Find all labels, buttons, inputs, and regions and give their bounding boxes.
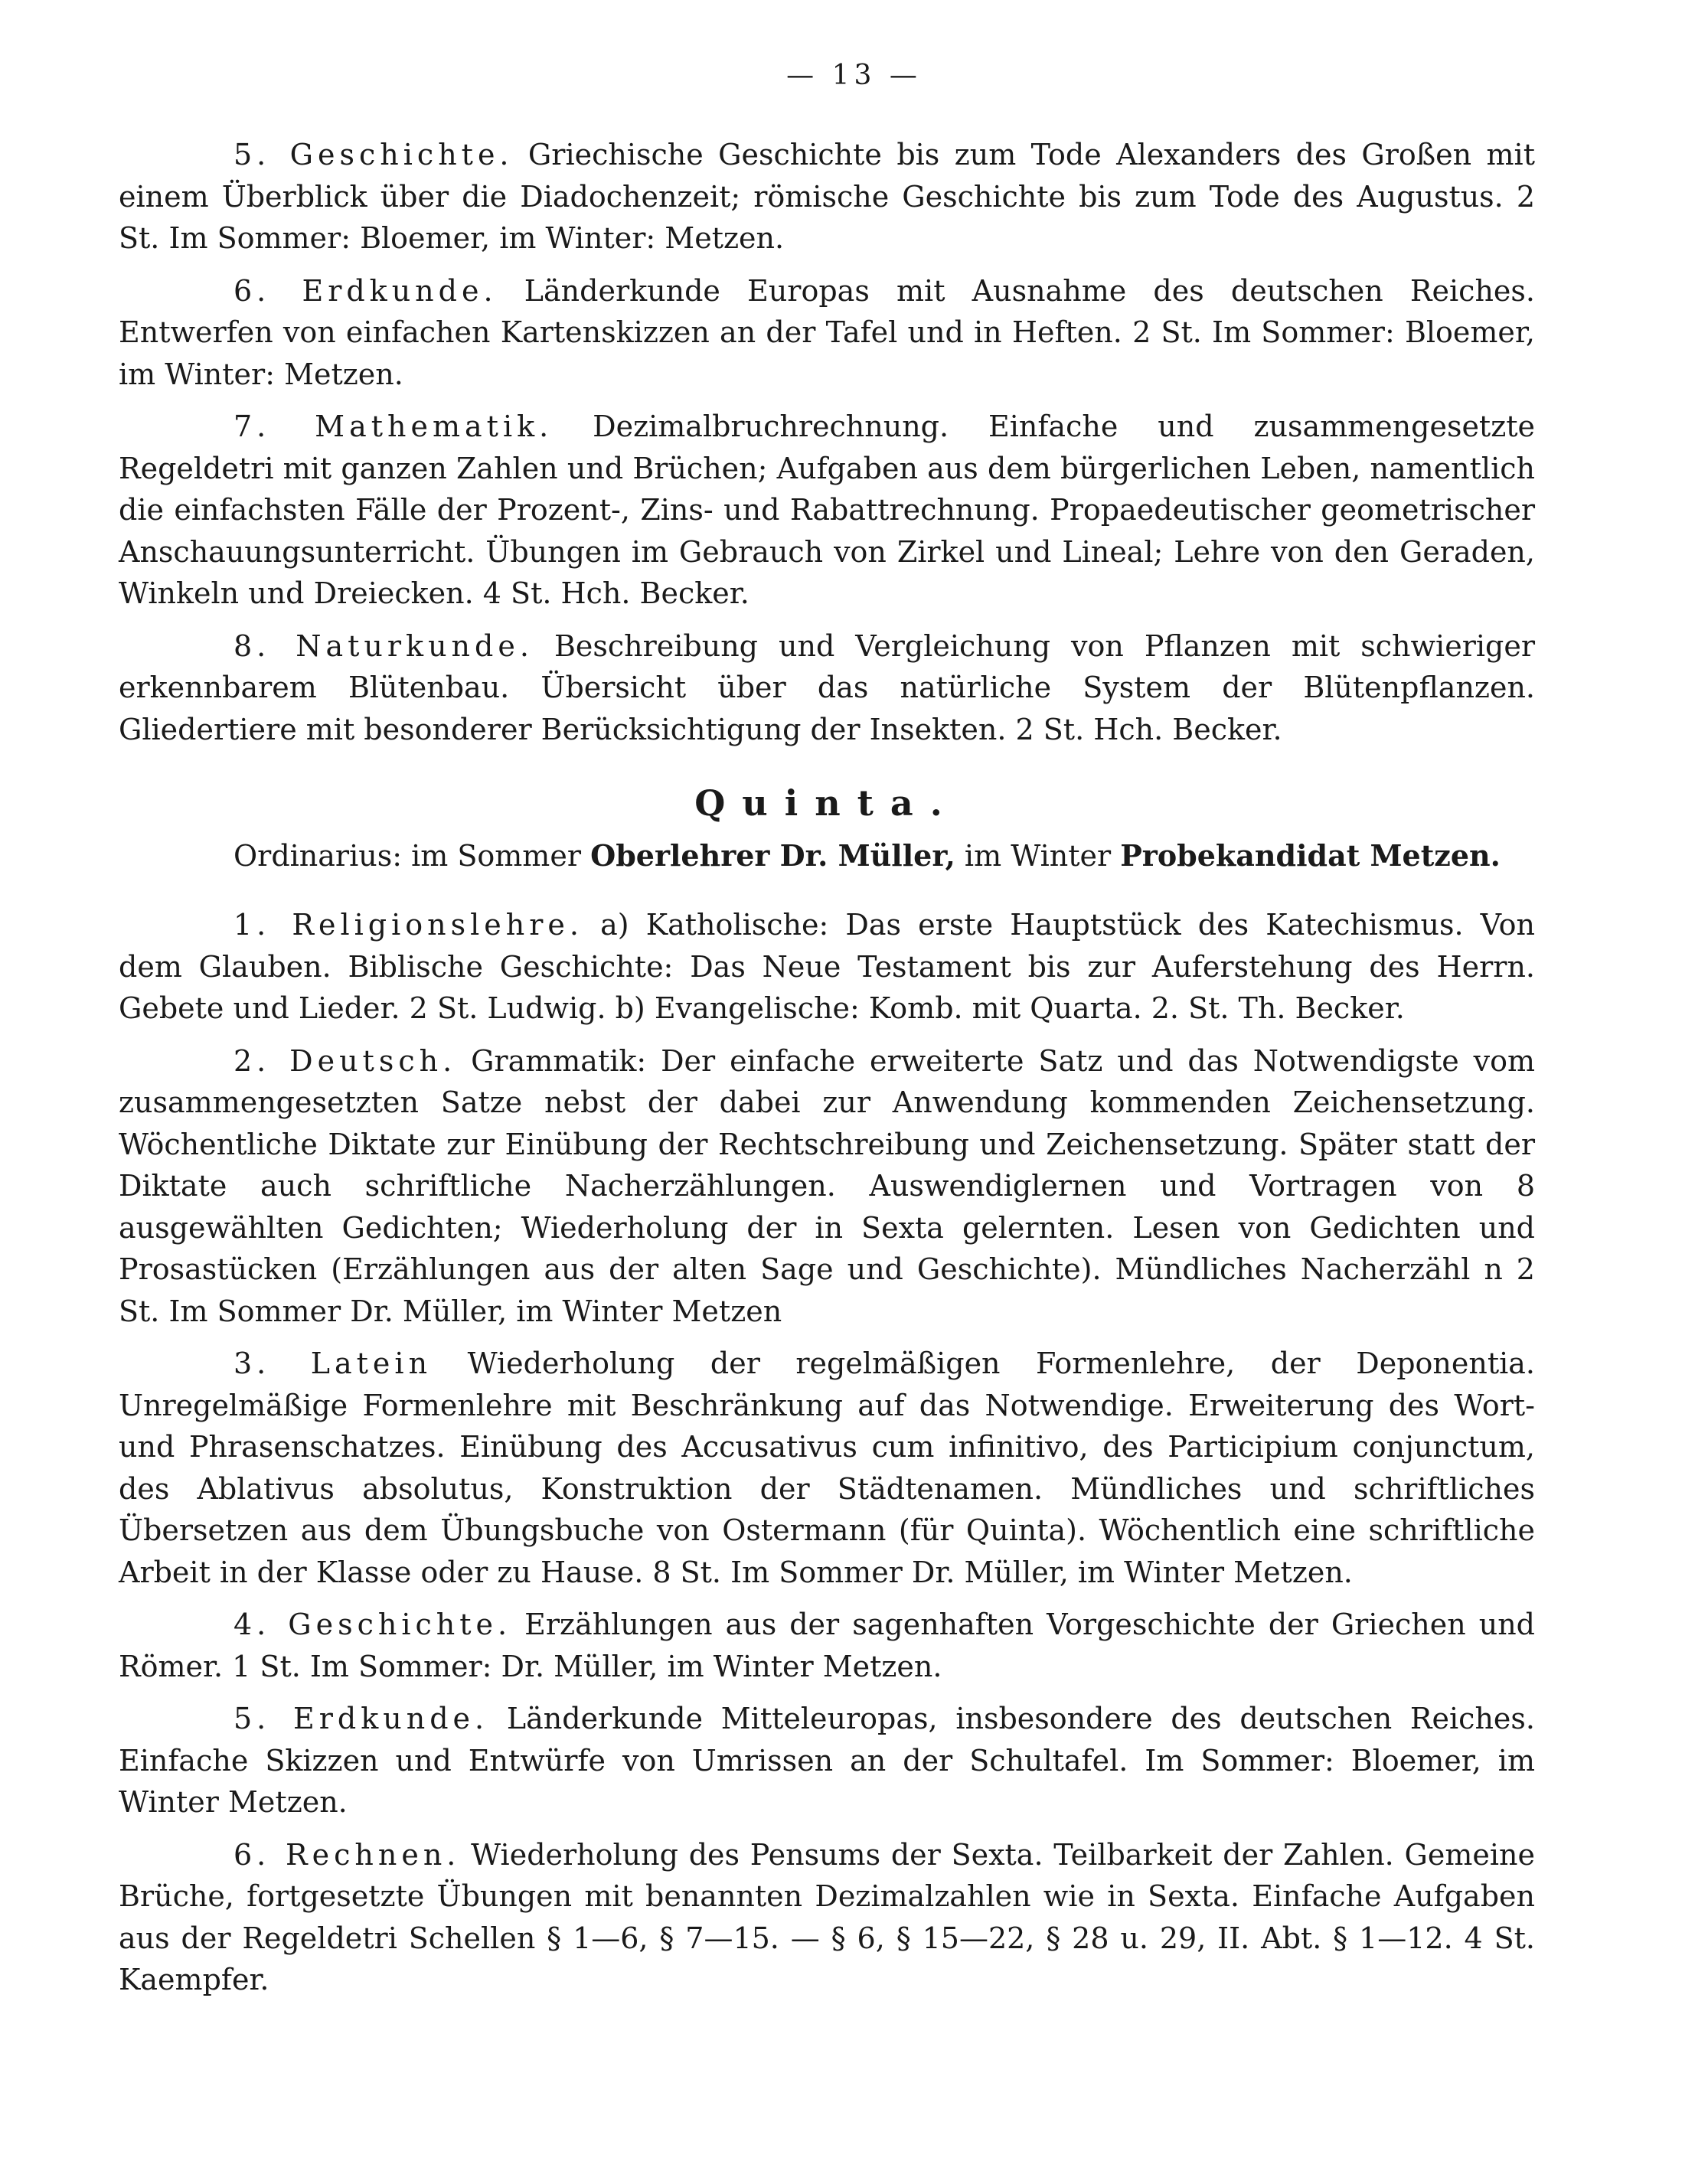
section-heading: 3. Latein (234, 1347, 433, 1380)
paragraph-geschichte-quinta (119, 1604, 1535, 1687)
ordinarius-name-summer: Oberlehrer Dr. Müller, (590, 837, 955, 873)
ordinarius-line (119, 835, 1535, 877)
section-heading: 7. Mathematik. (234, 410, 554, 443)
class-heading: Quinta. (694, 782, 959, 824)
paragraph-erdkunde-quinta (119, 1698, 1535, 1823)
section-body: a) Katholische: Das erste Hauptstück des Katechismus. Von dem Glauben. Biblische Geschichte: Das Neue Testament bis zur Auferstehung des Herrn. Gebete und Lieder. 2 St. Ludwig. b) Evangelische: Komb. mit Quarta. 2. St. Th. Becker. (119, 908, 1535, 1025)
section-heading: 6. Rechnen. (234, 1837, 461, 1872)
section-body: Dezimalbruchrechnung. Einfache und zusammengesetzte Regeldetri mit ganzen Zahlen und Brüchen; Aufgaben aus dem bürgerlichen Leben, namentlich die einfachsten Fälle der Prozent-, Zins- und Rabattrechnung. Propaedeutischer geometrischer Anschauungsunterricht. Übungen im Gebrauch von Zirkel und Lineal; Lehre von den Geraden, Winkeln und Dreiecken. 4 St. Hch. Becker. (119, 410, 1535, 610)
ordinarius-prefix: Ordinarius: im Sommer (234, 838, 581, 873)
page-content (119, 134, 1535, 2012)
section-heading: 4. Geschichte. (234, 1608, 512, 1641)
paragraph-geschichte (119, 134, 1535, 260)
paragraph-mathematik (119, 406, 1535, 615)
ordinarius-middle: im Winter (964, 838, 1112, 873)
paragraph-latein (119, 1343, 1535, 1593)
section-body: Wiederholung des Pensums der Sexta. Teilbarkeit der Zahlen. Gemeine Brüche, fortgesetzte Übungen mit benannten Dezimalzahlen wie in Sexta. Einfache Aufgaben aus der Regeldetri Schellen § 1—6, § 7—15. — § 6, § 15—22, § 28 u. 29, II. Abt. § 1—12. 4 St. Kaempfer. (119, 1837, 1535, 1996)
paragraph-naturkunde (119, 625, 1535, 751)
ordinarius-name-winter: Probekandidat Metzen. (1120, 837, 1501, 873)
section-body: Wiederholung der regelmäßigen Formenlehre, der Deponentia. Unregelmäßige Formenlehre mit Beschränkung auf das Notwendige. Erweiterung des Wort- und Phrasenschatzes. Einübung des Accusativus cum infinitivo, des Participium conjunctum, des Ablativus absolutus, Konstruktion der Städtenamen. Mündliches und schriftliches Übersetzen aus dem Übungsbuche von Ostermann (für Quinta). Wöchentlich eine schriftliche Arbeit in der Klasse oder zu Hause. 8 St. Im Sommer Dr. Müller, im Winter Metzen. (119, 1347, 1535, 1589)
paragraph-religionslehre (119, 904, 1535, 1030)
section-heading: 1. Religionslehre. (234, 908, 583, 942)
section-heading: 6. Erdkunde. (234, 273, 498, 308)
section-body: Griechische Geschichte bis zum Tode Alexanders des Großen mit einem Überblick über die Diadochenzeit; römische Geschichte bis zum Tode des Augustus. 2 St. Im Sommer: Bloemer, im Winter: Metzen. (119, 138, 1535, 255)
paragraph-erdkunde (119, 270, 1535, 396)
section-body: Länderkunde Europas mit Ausnahme des deutschen Reiches. Entwerfen von einfachen Kartenskizzen an der Tafel und in Heften. 2 St. Im Sommer: Bloemer, im Winter: Metzen. (119, 273, 1535, 391)
section-heading: 2. Deutsch. (234, 1043, 457, 1078)
page-number: — 13 — (786, 60, 922, 91)
section-heading: 8. Naturkunde. (234, 628, 534, 663)
section-body: Beschreibung und Vergleichung von Pflanzen mit schwieriger erkennbarem Blütenbau. Übersicht über das natürliche System der Blütenpflanzen. Gliedertiere mit besonderer Berücksichtigung der Insekten. 2 St. Hch. Becker. (119, 628, 1535, 746)
paragraph-rechnen (119, 1834, 1535, 2001)
section-body: Länderkunde Mitteleuropas, insbesondere des deutschen Reiches. Einfache Skizzen und Entwürfe von Umrissen an der Schultafel. Im Sommer: Bloemer, im Winter Metzen. (119, 1702, 1535, 1819)
paragraph-deutsch (119, 1040, 1535, 1333)
section-heading: 5. Erdkunde. (234, 1702, 489, 1735)
section-heading: 5. Geschichte. (234, 138, 514, 171)
section-body: Erzählungen aus der sagenhaften Vorgeschichte der Griechen und Römer. 1 St. Im Sommer: Dr. Müller, im Winter Metzen. (119, 1608, 1535, 1683)
section-body: Grammatik: Der einfache erweiterte Satz und das Notwendigste vom zusammengesetzten Satze nebst der dabei zur Anwendung kommenden Zeichensetzung. Wöchentliche Diktate zur Einübung der Rechtschreibung und Zeichensetzung. Später statt der Diktate auch schriftliche Nacherzählungen. Auswendiglernen und Vortragen von 8 ausgewählten Gedichten; Wiederholung der in Sexta gelernten. Lesen von Gedichten und Prosastücken (Erzählungen aus der alten Sage und Geschichte). Mündliches Nacherzähl n 2 St. Im Sommer Dr. Müller, im Winter Metzen (119, 1043, 1535, 1328)
